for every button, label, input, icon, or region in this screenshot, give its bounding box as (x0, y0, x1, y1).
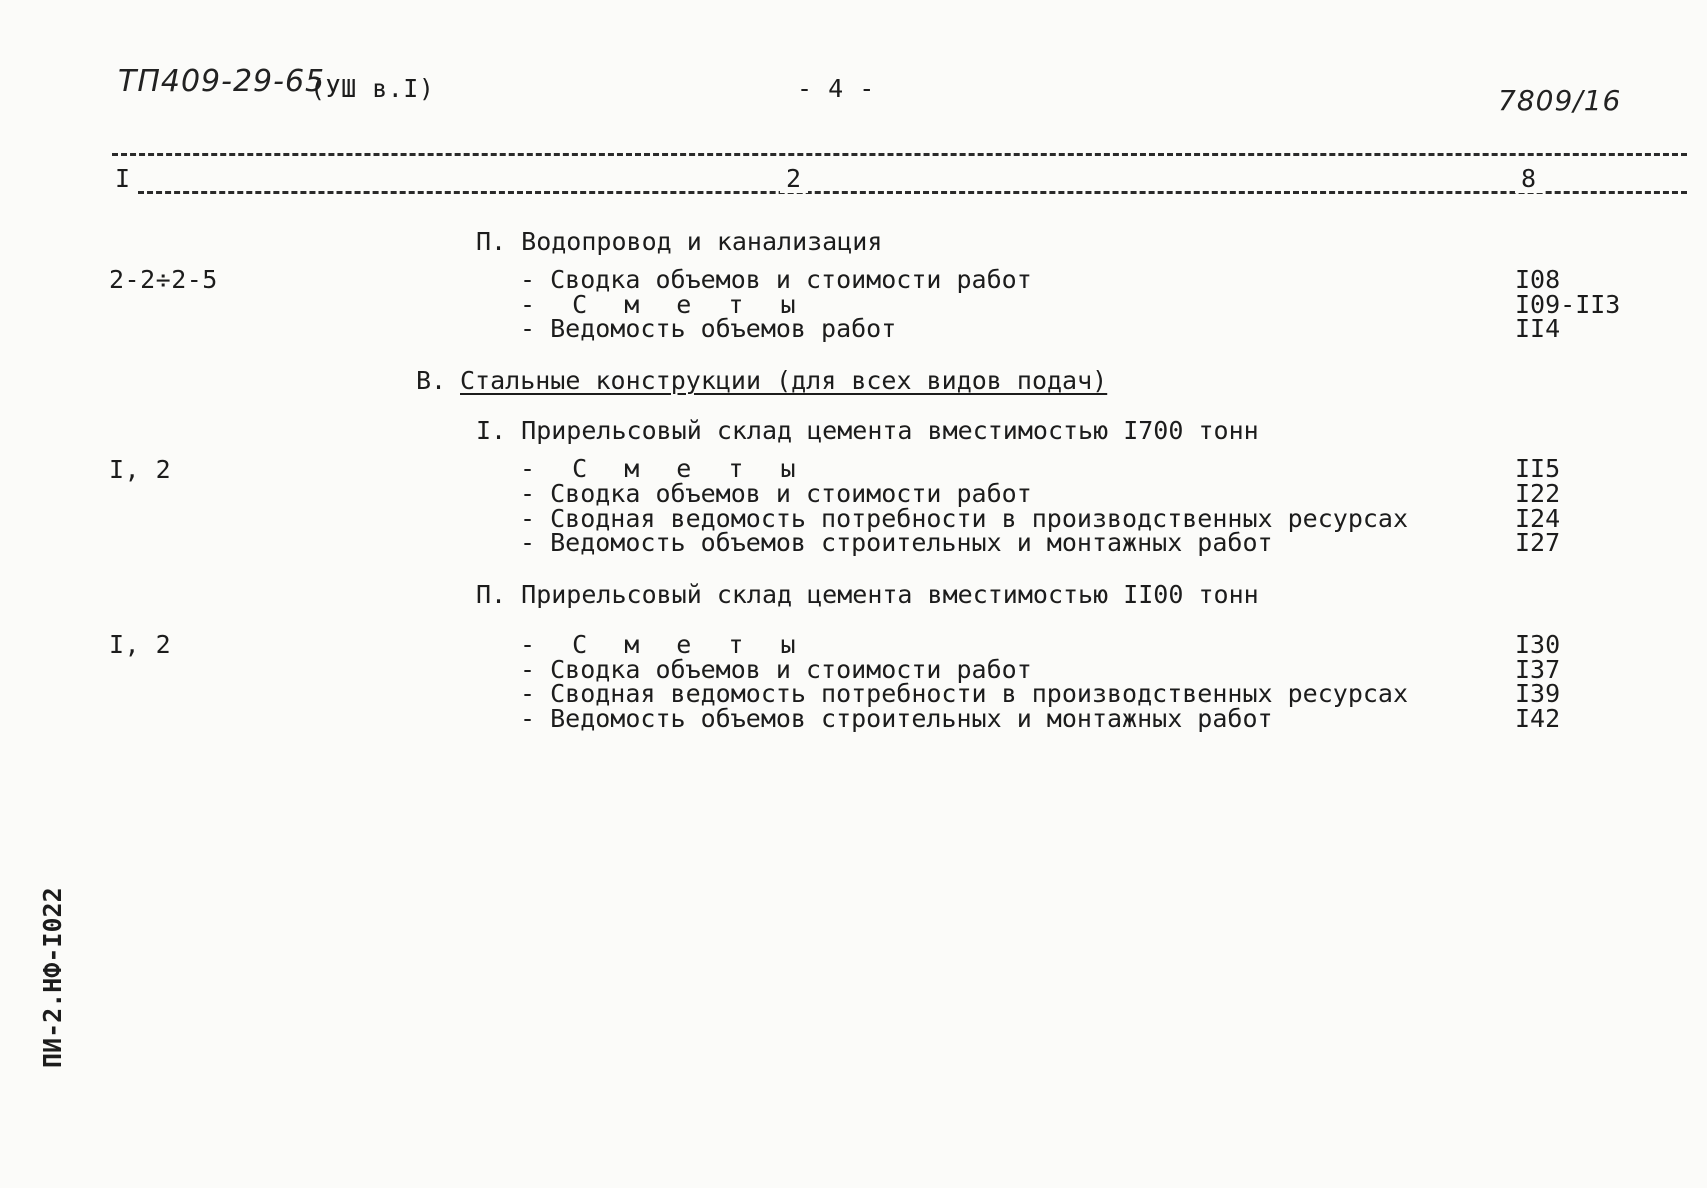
header-rule-bottom (138, 191, 1687, 194)
page-number: - 4 - (797, 74, 875, 103)
warehouse-1100-title: П. Прирельсовый склад цемента вместимостью II00 тонн (476, 580, 1259, 609)
warehouse-1100-item: - Ведомость объемов строительных и монтажных работ (520, 704, 1273, 733)
section-water-page: I09-II3 (1515, 290, 1621, 319)
warehouse-1100-item: - Сводка объемов и стоимости работ (520, 655, 1032, 684)
side-stamp: ПИ-2.НФ-I022 (38, 887, 67, 1068)
column-1-header: I (111, 164, 135, 193)
warehouse-1700-page: I22 (1515, 479, 1561, 508)
section-water-title: П. Водопровод и канализация (476, 227, 883, 256)
warehouse-1700-item: - Ведомость объемов строительных и монтажных работ (520, 528, 1273, 557)
warehouse-1100-sheets: I, 2 (109, 630, 172, 659)
section-water-item: - Ведомость объемов работ (520, 314, 897, 343)
warehouse-1700-sheets: I, 2 (109, 455, 172, 484)
section-water-page: I08 (1515, 265, 1561, 294)
archive-number-handwritten: 7809/16 (1498, 84, 1622, 117)
column-3-header: 8 (1515, 164, 1543, 193)
warehouse-1100-page: I37 (1515, 655, 1561, 684)
warehouse-1100-page: I42 (1515, 704, 1561, 733)
warehouse-1700-page: I24 (1515, 504, 1561, 533)
warehouse-1100-item: - С м е т ы (520, 630, 807, 659)
warehouse-1700-item: - С м е т ы (520, 454, 807, 483)
doc-code-suffix: (УШ в.I) (310, 74, 435, 103)
warehouse-1700-item: - Сводная ведомость потребности в производственных ресурсах (520, 504, 1409, 533)
header-rule-top (112, 153, 1687, 156)
section-water-item: - С м е т ы (520, 290, 807, 319)
section-steel-letter: В. (416, 366, 462, 395)
warehouse-1100-page: I30 (1515, 630, 1561, 659)
warehouse-1700-page: I27 (1515, 528, 1561, 557)
warehouse-1700-page: II5 (1515, 454, 1561, 483)
warehouse-1100-item: - Сводная ведомость потребности в производственных ресурсах (520, 679, 1409, 708)
column-2-header: 2 (780, 164, 808, 193)
doc-code-handwritten: ТП409-29-65 (118, 64, 326, 99)
warehouse-1700-title: I. Прирельсовый склад цемента вместимостью I700 тонн (476, 416, 1259, 445)
warehouse-1100-page: I39 (1515, 679, 1561, 708)
section-water-sheets: 2-2÷2-5 (109, 265, 218, 294)
section-water-page: II4 (1515, 314, 1561, 343)
section-steel-title: Стальные конструкции (для всех видов подач) (460, 366, 1108, 395)
warehouse-1700-item: - Сводка объемов и стоимости работ (520, 479, 1032, 508)
section-water-item: - Сводка объемов и стоимости работ (520, 265, 1032, 294)
